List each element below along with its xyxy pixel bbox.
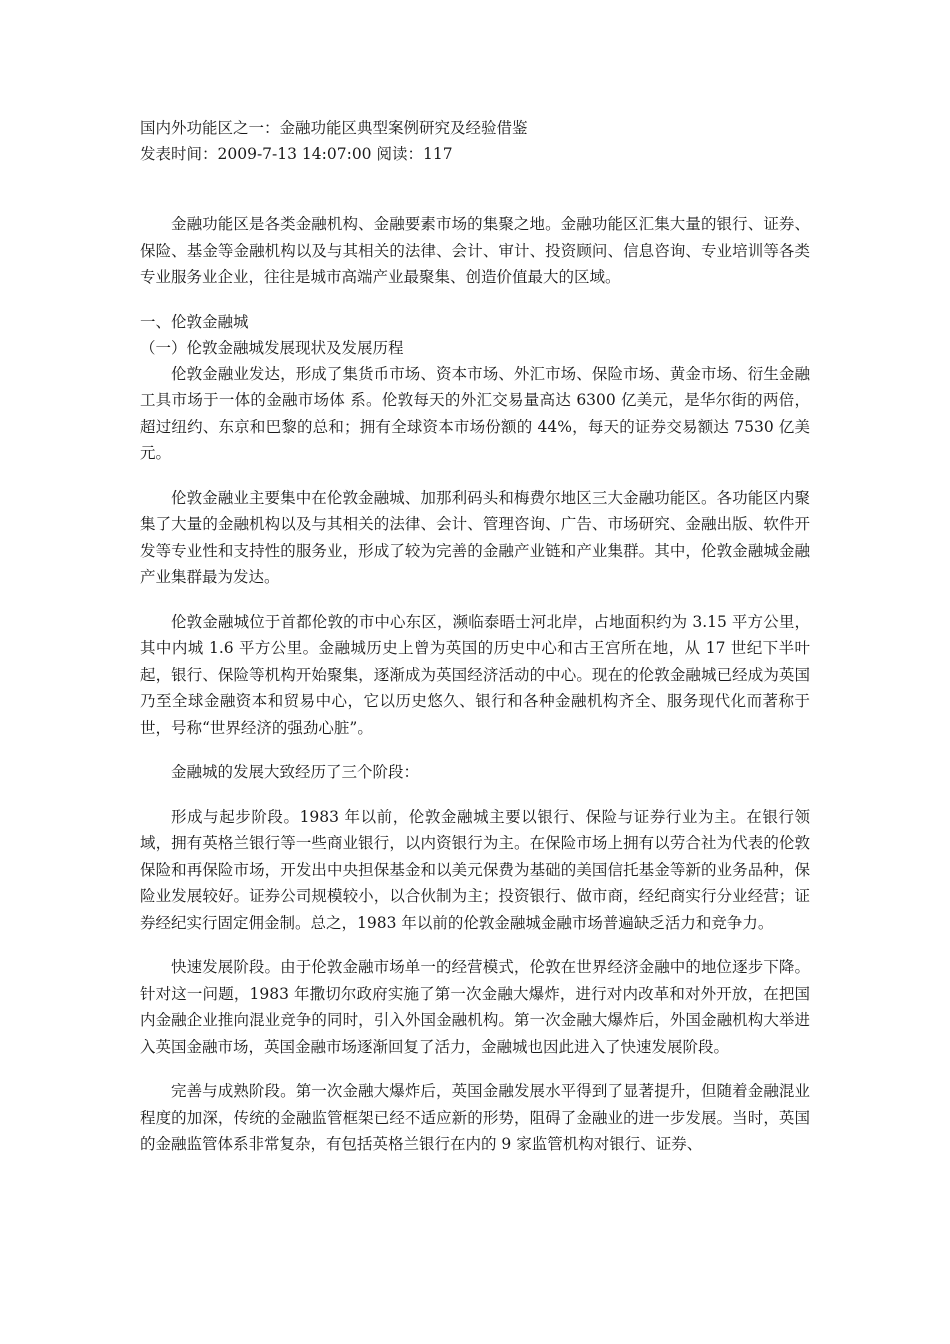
article-title: 国内外功能区之一：金融功能区典型案例研究及经验借鉴 (140, 119, 528, 137)
paragraph-1: 伦敦金融业发达，形成了集货币市场、资本市场、外汇市场、保险市场、黄金市场、衍生金融工具市场于一体的金融市场体 系。伦敦每天的外汇交易量高达 6300 亿美元，是华尔街的两倍，超过纽约、东京和巴黎的总和；拥有全球资本市场份额的 44%，每天的证券交易额达 7530 亿美元。 (140, 364, 810, 462)
paragraph-5: 形成与起步阶段。1983 年以前，伦敦金融城主要以银行、保险与证券行业为主。在银行领域，拥有英格兰银行等一些商业银行，以内资银行为主。在保险市场上拥有以劳合社为代表的伦敦保险和再保险市场，开发出中央担保基金和以美元保费为基础的美国信托基金等新的业务品种，保险业发展较好。证券公司规模较小，以合伙制为主；投资银行、做市商，经纪商实行分业经营；证券经纪实行固定佣金制。总之，1983 年以前的伦敦金融城金融市场普遍缺乏活力和竞争力。 (140, 807, 810, 932)
section-subheading: （一）伦敦金融城发展现状及发展历程 (140, 338, 404, 357)
section-heading: 一、伦敦金融城 (140, 312, 249, 331)
paragraph-3: 伦敦金融城位于首都伦敦的市中心东区，濒临泰晤士河北岸，占地面积约为 3.15 平方公里，其中内城 1.6 平方公里。金融城历史上曾为英国的历史中心和古王宫所在地，从 17 世纪下半叶起，银行、保险等机构开始聚集，逐渐成为英国经济活动的中心。现在的伦敦金融城已经成为英国乃至全球金融资本和贸易中心，它以历史悠久、银行和各种金融机构齐全、服务现代化而著称于世，号称“世界经济的强劲心脏”。 (140, 612, 810, 737)
spacer (140, 786, 810, 804)
spacer (140, 591, 810, 609)
paragraph-2: 伦敦金融业主要集中在伦敦金融城、加那利码头和梅费尔地区三大金融功能区。各功能区内聚集了大量的金融机构以及与其相关的法律、会计、管理咨询、广告、市场研究、金融出版、软件开发等专业性和支持性的服务业，形成了较为完善的金融产业链和产业集群。其中，伦敦金融城金融产业集群最为发达。 (140, 488, 810, 586)
paragraph-6: 快速发展阶段。由于伦敦金融市场单一的经营模式，伦敦在世界经济金融中的地位逐步下降。针对这一问题，1983 年撒切尔政府实施了第一次金融大爆炸，进行对内改革和对外开放，在把国内金融企业推向混业竞争的同时，引入外国金融机构。第一次金融大爆炸后，外国金融机构大举进入英国金融市场，英国金融市场逐渐回复了活力，金融城也因此进入了快速发展阶段。 (140, 958, 810, 1056)
spacer (140, 1060, 810, 1078)
spacer (140, 291, 810, 309)
spacer (140, 167, 810, 211)
paragraph-4: 金融城的发展大致经历了三个阶段： (171, 763, 420, 781)
paragraph-7: 完善与成熟阶段。第一次金融大爆炸后，英国金融发展水平得到了显著提升，但随着金融混业程度的加深，传统的金融监管框架已经不适应新的形势，阻碍了金融业的进一步发展。当时，英国的金融监管体系非常复杂，有包括英格兰银行在内的 9 家监管机构对银行、证券、 (140, 1082, 810, 1153)
article-meta: 发表时间：2009-7-13 14:07:00 阅读：117 (140, 145, 453, 163)
spacer (140, 741, 810, 759)
intro-paragraph: 金融功能区是各类金融机构、金融要素市场的集聚之地。金融功能区汇集大量的银行、证券、保险、基金等金融机构以及与其相关的法律、会计、审计、投资顾问、信息咨询、专业培训等各类专业服务业企业，往往是城市高端产业最聚集、创造价值最大的区域。 (140, 215, 810, 286)
spacer (140, 467, 810, 485)
spacer (140, 936, 810, 954)
